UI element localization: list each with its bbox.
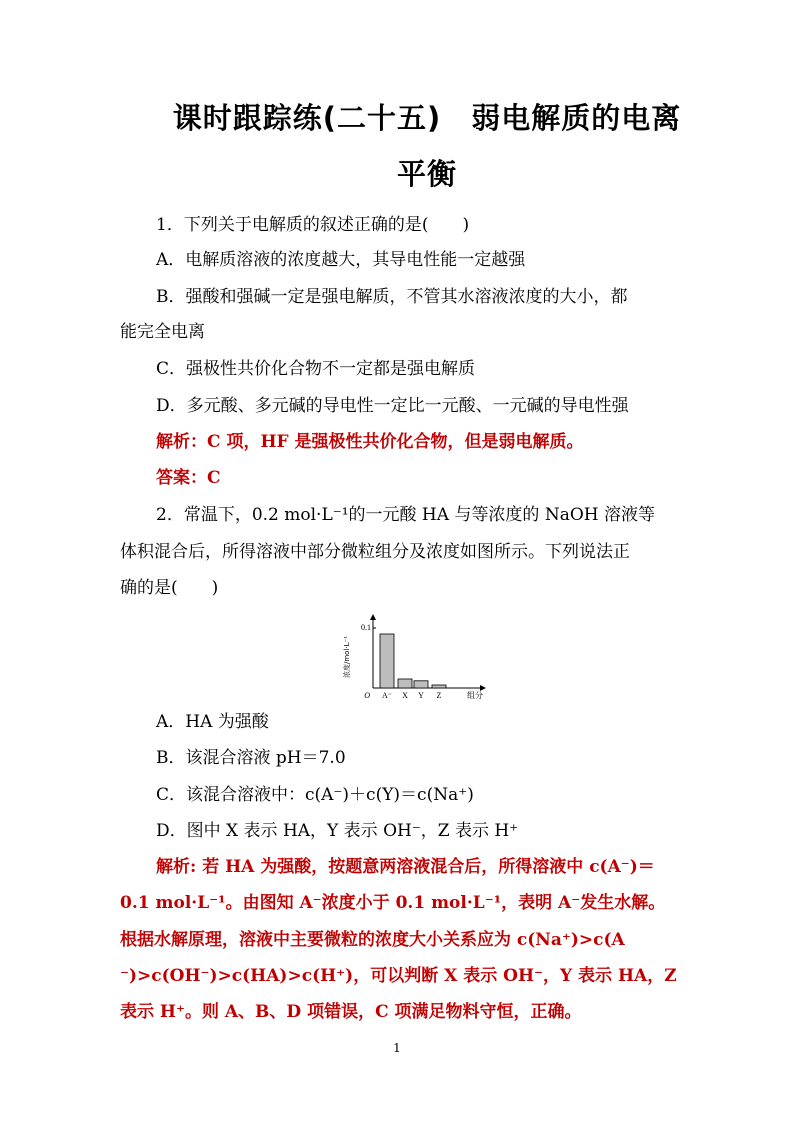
page-number: 1 bbox=[393, 1041, 401, 1055]
x-tick-label-0: A⁻ bbox=[382, 691, 392, 700]
y-axis-arrow bbox=[370, 614, 376, 620]
q1-stem: 1．下列关于电解质的叙述正确的是( ) bbox=[156, 215, 470, 235]
answer-label: 答案 bbox=[156, 468, 190, 488]
q2-option-a: A．HA 为强酸 bbox=[156, 712, 269, 732]
q2-analysis-line2: 0.1 mol·L⁻¹。由图知 A⁻浓度小于 0.1 mol·L⁻¹，表明 A⁻发生水解。 bbox=[120, 893, 666, 913]
q2-analysis-line3: 根据水解原理，溶液中主要微粒的浓度大小关系应为 c(Na⁺)>c(A bbox=[120, 930, 625, 950]
q2-stem-line3: 确的是( ) bbox=[120, 578, 219, 598]
q2-option-c: C．该混合溶液中：c(A⁻)＋c(Y)＝c(Na⁺) bbox=[156, 785, 474, 805]
page-title-line1: 课时跟踪练(二十五) 弱电解质的电离 bbox=[172, 101, 682, 135]
q1-option-b-line1: B．强酸和强碱一定是强电解质，不管其水溶液浓度的大小，都 bbox=[156, 287, 628, 307]
x-tick-label-2: Y bbox=[418, 691, 424, 700]
q2-analysis-line5: 表示 H⁺。则 A、B、D 项错误，C 项满足物料守恒，正确。 bbox=[120, 1002, 582, 1022]
q2-stem-line1: 2．常温下，0.2 mol·L⁻¹的一元酸 HA 与等浓度的 NaOH 溶液等 bbox=[156, 505, 656, 525]
origin-label: O bbox=[364, 691, 370, 700]
y-tick-label: 0.1 bbox=[361, 623, 371, 632]
bar-0 bbox=[380, 634, 394, 688]
bar-2 bbox=[414, 681, 428, 688]
x-tick-label-3: Z bbox=[436, 691, 442, 700]
analysis-label: 解析 bbox=[156, 857, 190, 877]
analysis-text: : 若 HA 为强酸，按题意两溶液混合后，所得溶液中 c(A⁻)＝ bbox=[190, 857, 655, 877]
analysis-text: ：C 项，HF 是强极性共价化合物，但是弱电解质。 bbox=[190, 432, 584, 452]
q1-option-b-line2: 能完全电离 bbox=[120, 322, 205, 342]
answer-text: ：C bbox=[190, 468, 221, 488]
q2-analysis-line4: ⁻)>c(OH⁻)>c(HA)>c(H⁺)，可以判断 X 表示 OH⁻，Y 表示 HA，Z bbox=[120, 966, 677, 986]
q1-option-c: C．强极性共价化合物不一定都是强电解质 bbox=[156, 359, 476, 379]
q1-analysis bbox=[156, 430, 716, 454]
x-axis-label: 组分 bbox=[467, 691, 483, 700]
q2-analysis-line1 bbox=[156, 855, 716, 879]
y-axis-label: 浓度/mol·L⁻¹ bbox=[343, 635, 351, 679]
q1-answer bbox=[156, 466, 716, 490]
q2-option-d: D．图中 X 表示 HA，Y 表示 OH⁻，Z 表示 H⁺ bbox=[156, 821, 519, 841]
bar-3 bbox=[432, 685, 446, 688]
concentration-bar-chart bbox=[330, 612, 500, 704]
q1-option-d: D．多元酸、多元碱的导电性一定比一元酸、一元碱的导电性强 bbox=[156, 396, 629, 416]
analysis-label: 解析 bbox=[156, 432, 190, 452]
x-tick-label-1: X bbox=[402, 691, 408, 700]
bar-1 bbox=[398, 679, 412, 688]
q2-option-b: B．该混合溶液 pH＝7.0 bbox=[156, 748, 346, 768]
page-title-line2: 平衡 bbox=[396, 157, 457, 191]
q2-stem-line2: 体积混合后，所得溶液中部分微粒组分及浓度如图所示。下列说法正 bbox=[120, 542, 630, 562]
q1-option-a: A．电解质溶液的浓度越大，其导电性能一定越强 bbox=[156, 250, 526, 270]
